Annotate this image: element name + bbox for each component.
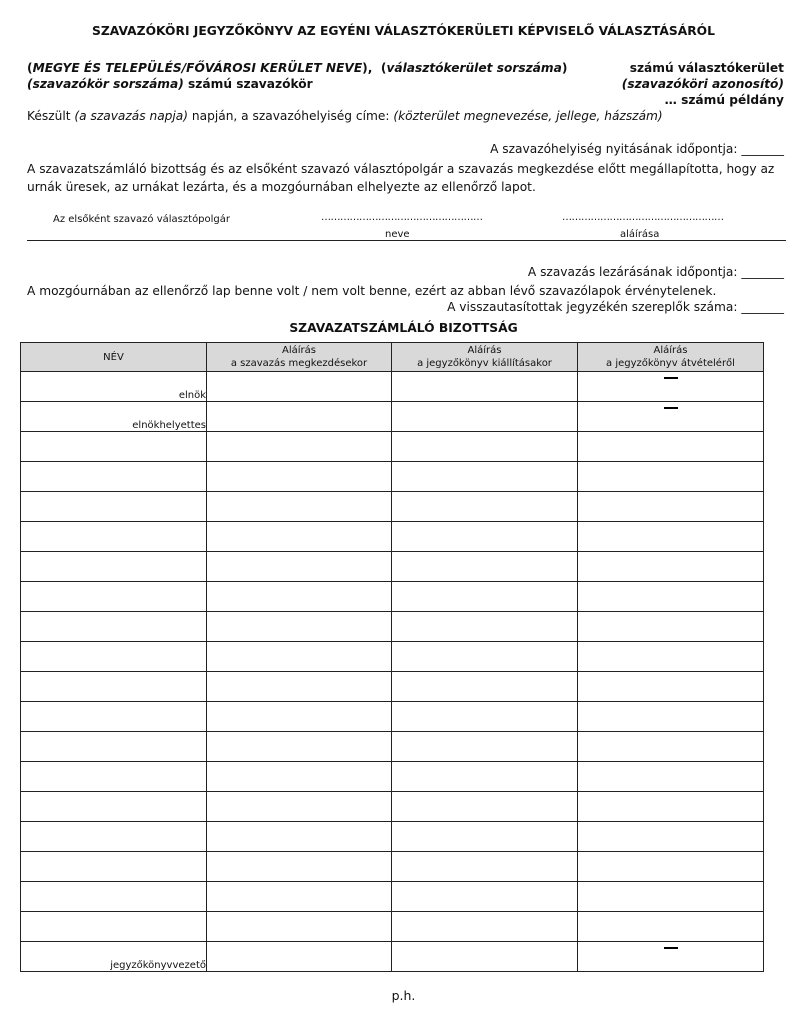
signature-cell[interactable] <box>392 732 578 762</box>
signature-cell[interactable] <box>207 702 392 732</box>
signature-cell[interactable] <box>392 582 578 612</box>
signature-cell[interactable] <box>578 912 764 942</box>
committee-signature-table <box>20 342 764 972</box>
signature-cell[interactable] <box>207 492 392 522</box>
signature-cell[interactable] <box>207 402 392 432</box>
district-placeholder: választókerület sorszáma <box>386 61 562 75</box>
first-voter-name-field: …………………………………………… <box>321 212 483 223</box>
table-row <box>21 852 764 882</box>
signature-cell-struck <box>578 402 764 432</box>
name-cell[interactable] <box>21 522 207 552</box>
name-cell[interactable] <box>21 852 207 882</box>
divider-line <box>27 240 786 241</box>
table-row <box>21 582 764 612</box>
signature-cell[interactable] <box>392 672 578 702</box>
signature-cell-struck <box>578 372 764 402</box>
signature-cell[interactable] <box>392 912 578 942</box>
table-row <box>21 492 764 522</box>
signature-cell[interactable] <box>392 852 578 882</box>
first-voter-signature-label: aláírása <box>620 229 660 240</box>
signature-cell[interactable] <box>578 762 764 792</box>
table-row <box>21 732 764 762</box>
name-cell[interactable] <box>21 792 207 822</box>
signature-cell[interactable] <box>207 372 392 402</box>
signature-cell[interactable] <box>578 642 764 672</box>
signature-cell[interactable] <box>207 522 392 552</box>
signature-cell[interactable] <box>392 372 578 402</box>
signature-cell[interactable] <box>392 792 578 822</box>
table-row <box>21 432 764 462</box>
signature-cell[interactable] <box>207 432 392 462</box>
signature-cell[interactable] <box>392 942 578 972</box>
signature-cell[interactable] <box>207 642 392 672</box>
table-row <box>21 552 764 582</box>
date-placeholder: (a szavazás napja) <box>74 109 189 123</box>
table-row <box>21 912 764 942</box>
name-cell[interactable] <box>21 702 207 732</box>
role-recorder: jegyzőkönyvvezető <box>21 942 207 972</box>
signature-cell[interactable] <box>392 492 578 522</box>
made-prefix: Készült <box>27 109 71 123</box>
station-id-placeholder: (szavazóköri azonosító) <box>621 77 784 91</box>
signature-cell[interactable] <box>392 462 578 492</box>
name-cell[interactable] <box>21 492 207 522</box>
signature-cell[interactable] <box>207 582 392 612</box>
signature-cell[interactable] <box>207 822 392 852</box>
name-cell[interactable] <box>21 882 207 912</box>
address-placeholder: (közterület megnevezése, jellege, házszám) <box>393 109 663 123</box>
made-middle: napján, a szavazóhelyiség címe: <box>191 109 390 123</box>
committee-rows <box>21 372 764 972</box>
table-row-chair <box>21 372 764 402</box>
made-line <box>27 109 663 123</box>
name-cell[interactable] <box>21 432 207 462</box>
signature-cell-struck <box>578 942 764 972</box>
signature-cell[interactable] <box>578 792 764 822</box>
column-header-signature-issue: Aláírás a jegyzőkönyv kiállításakor <box>392 343 578 372</box>
signature-cell[interactable] <box>207 882 392 912</box>
name-cell[interactable] <box>21 642 207 672</box>
table-row <box>21 642 764 672</box>
signature-cell[interactable] <box>207 852 392 882</box>
mobile-urn-statement: A mozgóurnában az ellenőrző lap benne volt / nem volt benne, ezért az abban lévő szavazólapok érvénytelenek. <box>27 284 717 298</box>
rejected-count-label: A visszautasítottak jegyzékén szereplők száma: _______ <box>447 300 784 314</box>
signature-cell[interactable] <box>392 702 578 732</box>
signature-cell[interactable] <box>578 582 764 612</box>
table-row <box>21 792 764 822</box>
signature-cell[interactable] <box>392 822 578 852</box>
column-header-signature-receipt: Aláírás a jegyzőkönyv átvételéről <box>578 343 764 372</box>
header-line-2 <box>27 77 313 91</box>
district-suffix: számú választókerület <box>629 61 784 75</box>
signature-cell[interactable] <box>207 612 392 642</box>
signature-cell[interactable] <box>578 702 764 732</box>
table-row <box>21 882 764 912</box>
signature-cell[interactable] <box>392 432 578 462</box>
signature-cell[interactable] <box>578 732 764 762</box>
station-suffix: számú szavazókör <box>188 77 313 91</box>
signature-cell[interactable] <box>578 492 764 522</box>
signature-cell[interactable] <box>392 762 578 792</box>
opening-statement: A szavazatszámláló bizottság és az elsőként szavazó választópolgár a szavazás megkezdése előtt megállapította, hogy az urnák üresek, az urnákat lezárta, és a mozgóurnában elhelyezte az ellenőrző lapot. <box>27 162 775 194</box>
dash-mark <box>664 407 678 409</box>
signature-cell[interactable] <box>578 552 764 582</box>
table-row <box>21 702 764 732</box>
name-cell[interactable] <box>21 822 207 852</box>
committee-heading: SZAVAZATSZÁMLÁLÓ BIZOTTSÁG <box>289 321 518 335</box>
dash-mark <box>664 377 678 379</box>
table-row <box>21 762 764 792</box>
dash-mark <box>664 947 678 949</box>
name-cell[interactable] <box>21 762 207 792</box>
header-line-1: (MEGYE ÉS TELEPÜLÉS/FŐVÁROSI KERÜLET NEVE), (választókerület sorszáma) <box>27 61 568 75</box>
table-row <box>21 822 764 852</box>
name-cell[interactable] <box>21 582 207 612</box>
stamp-placeholder: p.h. <box>391 988 416 1003</box>
first-voter-signature-field: …………………………………………… <box>562 212 724 223</box>
signature-cell[interactable] <box>207 912 392 942</box>
first-voter-name-label: neve <box>385 229 410 240</box>
copy-label: … számú példány <box>664 93 784 107</box>
table-row <box>21 672 764 702</box>
name-cell[interactable] <box>21 462 207 492</box>
signature-cell[interactable] <box>392 552 578 582</box>
signature-cell[interactable] <box>392 882 578 912</box>
county-placeholder: MEGYE ÉS TELEPÜLÉS/FŐVÁROSI KERÜLET NEVE <box>32 61 363 75</box>
closing-time-label: A szavazás lezárásának időpontja: _______ <box>527 265 784 279</box>
table-row-vice-chair <box>21 402 764 432</box>
table-row <box>21 522 764 552</box>
table-row-recorder <box>21 942 764 972</box>
signature-cell[interactable] <box>207 552 392 582</box>
signature-cell[interactable] <box>578 432 764 462</box>
signature-cell[interactable] <box>392 522 578 552</box>
signature-cell[interactable] <box>207 762 392 792</box>
opening-time-label: A szavazóhelyiség nyitásának időpontja: _______ <box>490 142 784 156</box>
signature-cell[interactable] <box>392 402 578 432</box>
signature-cell[interactable] <box>578 612 764 642</box>
signature-cell[interactable] <box>207 672 392 702</box>
name-cell[interactable] <box>21 912 207 942</box>
signature-cell[interactable] <box>578 522 764 552</box>
signature-cell[interactable] <box>392 612 578 642</box>
station-placeholder: (szavazókör sorszáma) <box>27 77 184 91</box>
signature-cell[interactable] <box>207 462 392 492</box>
name-cell[interactable] <box>21 732 207 762</box>
signature-cell[interactable] <box>578 882 764 912</box>
signature-cell[interactable] <box>207 942 392 972</box>
role-chair: elnök <box>21 372 207 402</box>
role-vice-chair: elnökhelyettes <box>21 402 207 432</box>
name-cell[interactable] <box>21 552 207 582</box>
signature-cell[interactable] <box>207 732 392 762</box>
column-header-name: NÉV <box>21 343 207 372</box>
first-voter-label: Az elsőként szavazó választópolgár <box>53 214 231 225</box>
name-cell[interactable] <box>21 672 207 702</box>
name-cell[interactable] <box>21 612 207 642</box>
table-row <box>21 612 764 642</box>
document-title: SZAVAZÓKÖRI JEGYZŐKÖNYV AZ EGYÉNI VÁLASZTÓKERÜLETI KÉPVISELŐ VÁLASZTÁSÁRÓL <box>92 24 715 38</box>
signature-cell[interactable] <box>578 822 764 852</box>
signature-cell[interactable] <box>207 792 392 822</box>
signature-cell[interactable] <box>578 672 764 702</box>
signature-cell[interactable] <box>578 462 764 492</box>
table-row <box>21 462 764 492</box>
signature-cell[interactable] <box>578 852 764 882</box>
column-header-signature-start: Aláírás a szavazás megkezdésekor <box>207 343 392 372</box>
table-header-row <box>21 343 764 372</box>
signature-cell[interactable] <box>392 642 578 672</box>
